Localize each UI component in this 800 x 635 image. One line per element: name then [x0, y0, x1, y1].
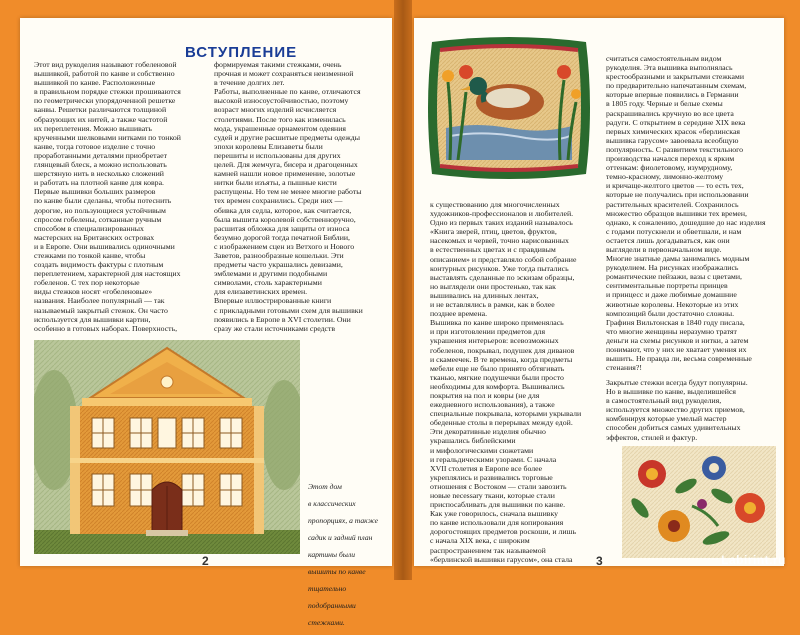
text-line: необходимы для комфорта. Вышивались [430, 381, 565, 391]
text-line: виды стежков носят «гобеленовые» [34, 287, 153, 297]
text-line: была вышита королевой собственноручно, [214, 214, 356, 224]
text-line: появились в Европе в XVI столетии. Они [214, 314, 351, 324]
text-line: украшались библейскими [430, 436, 516, 446]
text-line: пропорциях, а также [308, 515, 379, 525]
text-line: но выглядели они простенько, так как [430, 281, 556, 291]
text-line: производства начался переход к ярким [606, 154, 735, 164]
text-line: возраст многих изделий исчисляется [214, 105, 337, 115]
text-line: столетиями. После того как изменилась [214, 114, 346, 124]
text-line: и при изготовлении предметов для [430, 327, 546, 337]
text-line: новые necessary ткани, которые стали [430, 491, 555, 500]
text-line: украшения интерьеров: всевозможных [430, 336, 559, 346]
text-line: дорогостоящих предметов роскоши, и лишь [430, 527, 577, 537]
text-line: создать видимость фактуры с плотным [34, 260, 164, 270]
text-line: названия. Наиболее популярный — так [34, 296, 165, 306]
text-line: целей. Для жемчуга, бисера и драгоценных [214, 160, 358, 170]
page-number-right: 3 [596, 554, 603, 568]
text-line: и кричаще-желтого цветов — то есть тех, [606, 181, 744, 191]
text-line: и не вставлялись в рамки, как в более [430, 300, 555, 310]
text-line: Но в вышивке по канве, выделившейся [606, 387, 736, 397]
text-line: гобеленов. С тех пор некоторые [34, 278, 140, 288]
page-number-left: 2 [202, 554, 209, 568]
embroidered-house-image [34, 340, 300, 554]
text-line: для елизаветинских времен. [214, 287, 308, 297]
text-line: картины были [308, 549, 356, 559]
text-line: по геометрически упорядоченной решетке [34, 96, 176, 106]
text-line: в 1805 году. Черные и белые схемы [606, 99, 723, 109]
text-line: мебели еще не было принято обтягивать [430, 363, 565, 373]
text-line: контурных рисунков. Уже тогда пытались [430, 263, 569, 273]
text-line: с прикладными готовыми схем для вышивки [214, 305, 363, 315]
labirint-watermark-logo: Labirint.ru [721, 553, 786, 567]
text-line: множество образцов вышивки тех времен, [606, 208, 747, 218]
text-line: канвы. Решетки различаются толщиной [34, 105, 167, 115]
text-line: с начала XIX века, с широким [430, 536, 530, 546]
text-line: выставлять сделанные по эскизам образцы, [430, 272, 575, 282]
text-line: деньги на схемы рисунков и нитки, а затем [606, 335, 749, 345]
text-line: Эти декоративные изделия обычно [430, 427, 546, 437]
text-line: специальные покрывала, которыми укрывали [430, 409, 582, 419]
left-page [20, 18, 392, 627]
text-line: Работы, выполненные по канве, отличаются [214, 87, 361, 97]
text-line: эпохи королевы Елизаветы были [214, 141, 323, 151]
text-line: гобеленов, покрывал, подушек для диванов [430, 345, 575, 355]
text-line: первых химических красок «берлинская [606, 126, 740, 136]
text-line: по канве использовали для копирования [430, 518, 564, 528]
text-line: вышивались на длинных лентах, [430, 290, 539, 300]
text-line: насекомых и червей, точно нарисованных [430, 236, 569, 246]
text-line: Впервые иллюстрированные книги [214, 296, 332, 306]
text-line: формируемая такими стежками, очень [214, 60, 342, 69]
text-line: растительных красителей. Сохранилось [606, 199, 739, 209]
text-line: по канве были сделаны, чтобы потеснить [34, 196, 172, 206]
text-line: животные королевы. Некоторые из этих [606, 299, 739, 309]
left-page-column-2 [214, 60, 386, 333]
text-line: вышивка гарусом» завоевала всеобщую [606, 135, 739, 145]
text-line: отношения с Востоком — стали завозить [430, 481, 567, 491]
text-line: стежками. [308, 617, 345, 627]
text-line: вышить. Не правда ли, весьма современные [606, 354, 752, 364]
text-line: романтические пейзажи, вазы с цветами, [606, 272, 742, 282]
text-line: к существованию для многочисленных [430, 200, 560, 209]
text-line: приспосабливать для вышивки по канве. [430, 500, 566, 510]
text-line: в правильном порядке стежки прошиваются [34, 87, 181, 97]
text-line: позднее времена. [430, 309, 488, 319]
text-line: Заветов, разнообразные кошельки. Эти [214, 250, 344, 260]
text-line: распущены. Но тем не менее многие работы [214, 187, 362, 197]
text-line: покрытия на пол и ковры (не для [430, 390, 540, 400]
text-line: в самостоятельный вид рукоделия, [606, 396, 722, 406]
text-line: считаться самостоятельным видом [606, 54, 722, 63]
text-line: тканью, мягкие подушечки были просто [430, 372, 564, 382]
text-line: в естественных цветах и с правдивым [430, 245, 556, 255]
text-line: особенно в готовых наборах. Поверхность, [34, 323, 178, 333]
text-line: называемый закрытый стежок. Он часто [34, 305, 168, 315]
text-line: безумно дорогой тогда печатной Библии, [214, 232, 350, 242]
text-line: однако, к сожалению, дошедшие до нас изделия [606, 217, 766, 227]
text-line: подобранными [308, 600, 356, 610]
text-line: XVII столетия в Европе все более [430, 463, 543, 473]
text-line: эффектов, стилей и фактур. [606, 432, 698, 442]
text-line: стежками по тонкой канве, чтобы [34, 250, 146, 260]
text-line: которые не получались при использовании [606, 190, 749, 200]
right-page-column-2-continued [606, 378, 776, 442]
text-line: предметы часто украшались девизами, [214, 260, 343, 270]
text-line: понимают, что у них не хватает умения их [606, 345, 747, 354]
text-line: темно-красному, лимонно-желтому [606, 172, 724, 182]
text-line: способом в специализированных [34, 223, 144, 233]
text-line: Многие знатные дамы занимались модным [606, 254, 750, 264]
text-line: укреплялись и развивались торговые [430, 472, 553, 482]
text-line: радуги. С открытием в середине XIX века [606, 117, 746, 127]
text-line: описанием» и представляло собой собрание [430, 254, 577, 264]
text-line: и работать на плотной канве для ковра. [34, 178, 164, 188]
text-line: дорогие, но пользующиеся устойчивым [34, 205, 166, 215]
text-line: стенания?! [606, 363, 642, 373]
right-page [414, 18, 784, 566]
text-line: сентиментальные портреты принцев [606, 281, 728, 291]
text-line: комбинируя которые умелый мастер [606, 414, 727, 424]
text-line: вышивкой, работой по канве и собственно [34, 69, 175, 79]
text-line: композиций были достаточно сложны. [606, 308, 735, 318]
text-line: крученными шелковыми нитками по тонкой [34, 132, 181, 142]
text-line: используется для вышивки картин, [34, 314, 151, 324]
page-title: ВСТУПЛЕНИЕ [185, 44, 298, 61]
text-line: крестообразными и закрытыми стежками [606, 72, 745, 82]
text-line: прочная и может сохраняться неизменной [214, 69, 354, 79]
text-line: перешиты и использованы для других [214, 150, 341, 160]
text-line: спросом гобелены, сотканные ручным [34, 214, 162, 224]
text-line: садик и задний план [308, 532, 373, 542]
right-page-column-1 [430, 200, 598, 564]
text-line: мода, украшенные орнаментом одеяния [214, 123, 346, 133]
text-line: и геральдическими узорами. С начала [430, 454, 557, 464]
text-line: в течение долгих лет. [214, 78, 285, 88]
text-line: символами, столь характерными [214, 278, 322, 288]
text-line: художников-профессионалов и любителей. [430, 209, 574, 219]
text-line: распространением так называемой [430, 545, 546, 555]
text-line: оттенкам: фиолетовому, изумрудному, [606, 163, 733, 173]
text-line: раскрашивались кручную во все цвета [606, 108, 734, 118]
text-line: ежедневного использования), а также [430, 400, 555, 410]
text-line: Одно из первых таких изданий называлось [430, 218, 573, 228]
text-line: «берлинской вышивки гарусом», она стала [430, 554, 573, 564]
text-line: шерстяную нить в несколько сложений [34, 169, 164, 179]
text-line: глянцевый блеск, а можно использовать [34, 160, 167, 170]
text-line: проработанными деталями приобретает [34, 150, 167, 160]
text-line: камней нашли новое применение, золотые [214, 169, 356, 179]
text-line: по предварительно напечатанным схемам, [606, 81, 747, 91]
image-caption [308, 474, 388, 635]
text-line: тех времен сохранились. Среди них — [214, 196, 343, 206]
text-line: рукоделия. Эта вышивка выполнялась [606, 63, 733, 73]
right-page-column-2 [606, 54, 776, 372]
text-line: в классических [308, 498, 356, 508]
text-line: сразу же стали источниками средств [214, 323, 336, 333]
text-line: Этот вид рукоделия называют гобеленовой [34, 60, 177, 69]
text-line: с изображением сцен из Ветхого и Нового [214, 241, 355, 251]
text-line: способен добиться самых удивительных [606, 423, 741, 433]
left-page-column-1 [34, 60, 206, 333]
text-line: и мифологическими сюжетами [430, 445, 534, 455]
text-line: их переплетения. Можно вышивать [34, 123, 152, 133]
text-line: остается лишь догадываться, как они [606, 235, 730, 245]
text-line: с годами потускнели и обветшали, и нам [606, 226, 742, 236]
text-line: и в Европе. Они вышивались одиночными [34, 241, 175, 251]
text-line: и принцесс и даже любимые домашние [606, 290, 737, 300]
text-line: вышиты по канве [308, 566, 366, 576]
text-line: переплетением, характерной для настоящих [34, 269, 181, 279]
text-line: высокой износоустойчивостью, поэтому [214, 96, 349, 106]
text-line: Этот дом [308, 481, 342, 491]
text-line: канве, тогда готовое изделие с точно [34, 141, 156, 151]
text-line: Вышивка по канве широко применялась [430, 318, 564, 328]
text-line: эмблемами и другими подобными [214, 269, 328, 279]
text-line: тщательно [308, 583, 347, 593]
text-line: рукоделием. На рисунках изображались [606, 263, 739, 273]
book-spine [394, 0, 412, 580]
text-line: мастерских на Британских островах [34, 232, 155, 242]
text-line: выглядели в первоначальном виде. [606, 244, 722, 254]
text-line: Первые вышивки больших размеров [34, 187, 156, 197]
embroidered-floral-sampler-image [622, 446, 776, 558]
text-line: используется множество других приемов, [606, 405, 745, 415]
text-line: «Книга зверей, птиц, цветов, фруктов, [430, 227, 557, 237]
text-line: расшитая обложка для защиты от износа [214, 223, 350, 233]
text-line: вышивкой по канве. Расположенные [34, 78, 156, 88]
text-line: обеденные столы в перерывах между едой. [430, 418, 573, 428]
text-line: Закрытые стежки всегда будут популярны. [606, 378, 748, 387]
text-line: образующих их нитей, а также частотой [34, 114, 168, 124]
text-line: Как уже говорилось, сначала вышивку [430, 509, 559, 519]
text-line: нитки были изъяты, а пышные кисти [214, 178, 337, 188]
text-line: судей и другие расшитые предметы одежды [214, 132, 361, 142]
text-line: Графиня Вильтонская в 1840 году писала, [606, 317, 745, 327]
text-line: которые впервые появились в Германии [606, 90, 739, 100]
embroidered-cushion-image [426, 32, 592, 184]
text-line: и скамеечек. В те времена, когда предметы [430, 354, 573, 364]
text-line: что многие женщины неразумно тратят [606, 326, 737, 336]
text-line: популярность. С развитием текстильного [606, 144, 744, 154]
text-line: обивка для седла, которое, как считается, [214, 205, 352, 215]
